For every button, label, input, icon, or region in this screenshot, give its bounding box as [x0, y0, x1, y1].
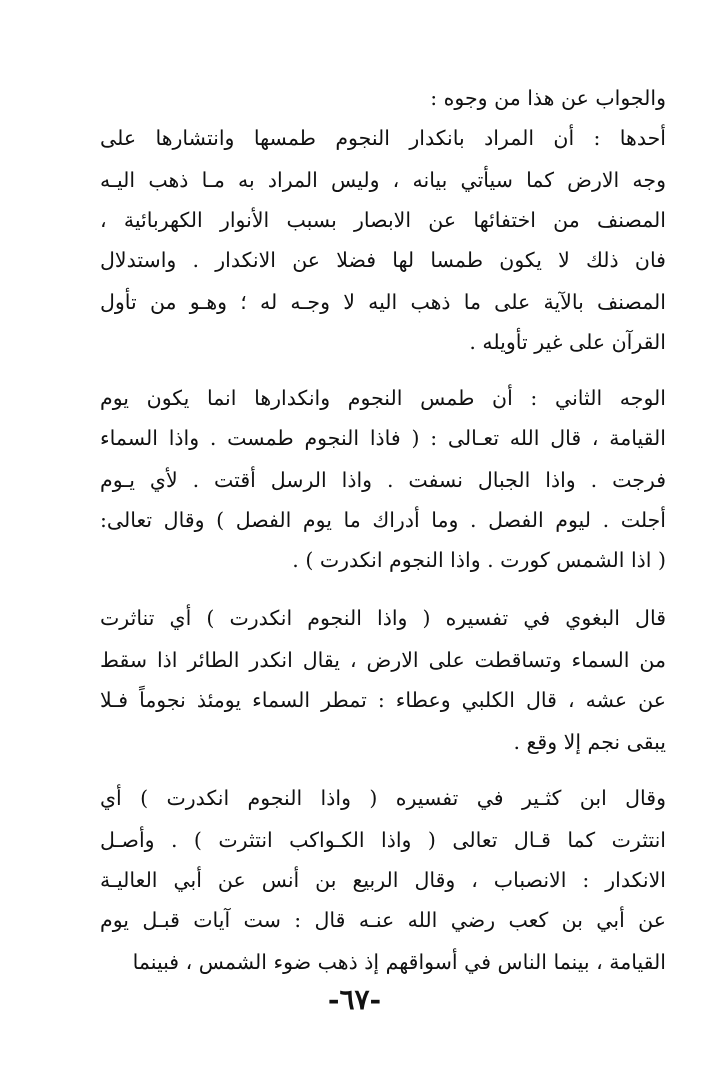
- text-line: انتثرت كما قـال تعالى ( واذا الكـواكب انتثرت ) . وأصـل: [100, 828, 666, 852]
- text-line: وقال ابن كثـير في تفسيره ( واذا النجوم انكدرت ) أي: [100, 786, 666, 810]
- text-line: ( اذا الشمس كورت . واذا النجوم انكدرت ) .: [292, 548, 666, 572]
- text-line: والجواب عن هذا من وجوه :: [430, 86, 666, 110]
- text-line: عن أبي بن كعب رضي الله عنـه قال : ست آيات قبـل يوم: [100, 908, 666, 932]
- text-line: الوجه الثاني : أن طمس النجوم وانكدارها انما يكون يوم: [100, 386, 666, 410]
- page-number: -٦٧-: [327, 983, 382, 1016]
- text-line: الانكدار : الانصباب ، وقال الربيع بن أنس عن أبي العاليـة: [100, 868, 666, 892]
- text-line: القرآن على غير تأويله .: [469, 330, 666, 354]
- text-line: المصنف بالآية على ما ذهب اليه لا وجـه له ؛ وهـو من تأول: [100, 290, 666, 314]
- text-line: أجلت . ليوم الفصل . وما أدراك ما يوم الفصل ) وقال تعالى:: [100, 508, 666, 532]
- text-line: القيامة ، قال الله تعـالى : ( فاذا النجوم طمست . واذا السماء: [100, 426, 666, 450]
- text-line: من السماء وتساقطت على الارض ، يقال انكدر الطائر اذا سقط: [100, 648, 666, 672]
- text-line: المصنف من اختفائها عن الابصار بسبب الأنوار الكهربائية ،: [100, 208, 666, 232]
- text-line: قال البغوي في تفسيره ( واذا النجوم انكدرت ) أي تناثرت: [100, 606, 666, 630]
- text-line: القيامة ، بينما الناس في أسواقهم إذ ذهب ضوء الشمس ، فبينما: [132, 950, 666, 974]
- text-line: وجه الارض كما سيأتي بيانه ، وليس المراد به مـا ذهب اليـه: [100, 168, 666, 192]
- text-line: فان ذلك لا يكون طمسا لها فضلا عن الانكدار . واستدلال: [100, 248, 666, 272]
- text-line: أحدها : أن المراد بانكدار النجوم طمسها وانتشارها على: [100, 126, 666, 150]
- text-line: فرجت . واذا الجبال نسفت . واذا الرسل أقتت . لأي يـوم: [100, 468, 666, 492]
- text-line: عن عشه ، قال الكلبي وعطاء : تمطر السماء يومئذ نجوماً فـلا: [100, 688, 666, 712]
- text-line: يبقى نجم إلا وقع .: [513, 730, 666, 754]
